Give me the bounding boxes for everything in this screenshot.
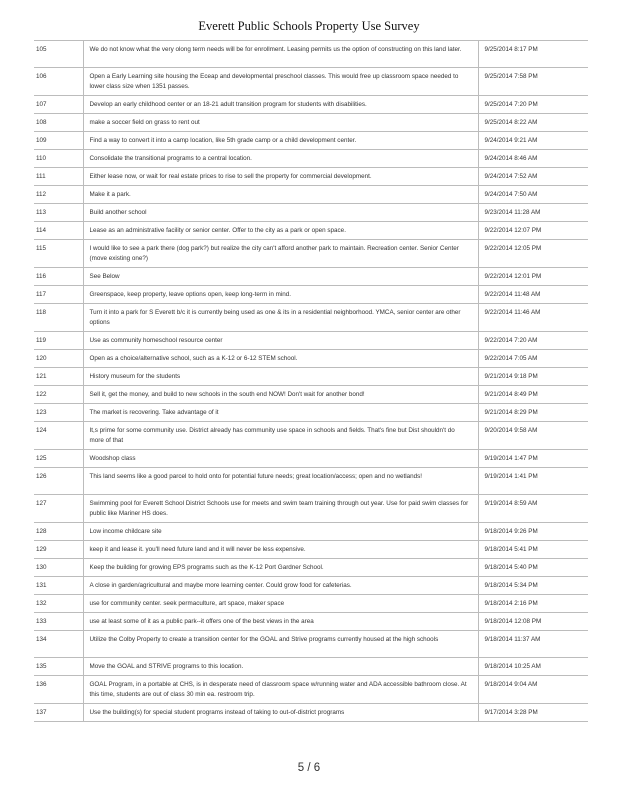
response-text: Use the building(s) for special student programs instead of taking to out-of-district programs bbox=[83, 704, 478, 722]
response-text: This land seems like a good parcel to hold onto for potential future needs; great location/access; open and no wetlands! bbox=[83, 468, 478, 495]
response-date: 9/22/2014 12:07 PM bbox=[478, 222, 588, 240]
response-date: 9/22/2014 12:01 PM bbox=[478, 268, 588, 286]
response-text: Use as community homeschool resource center bbox=[83, 332, 478, 350]
response-text: It,s prime for some community use. District already has community use space in schools and fields. That's fine but Dist shouldn't do more of that bbox=[83, 422, 478, 450]
table-row bbox=[34, 68, 588, 96]
responses-table bbox=[34, 40, 588, 722]
table-row bbox=[34, 450, 588, 468]
response-date: 9/18/2014 12:08 PM bbox=[478, 613, 588, 631]
response-date: 9/19/2014 1:41 PM bbox=[478, 468, 588, 495]
response-text: Build another school bbox=[83, 204, 478, 222]
table-row bbox=[34, 304, 588, 332]
response-text: Move the GOAL and STRIVE programs to this location. bbox=[83, 658, 478, 676]
table-row bbox=[34, 468, 588, 495]
response-text: A close in garden/agricultural and maybe more learning center. Could grow food for cafeterias. bbox=[83, 577, 478, 595]
response-date: 9/17/2014 3:28 PM bbox=[478, 704, 588, 722]
response-date: 9/25/2014 7:58 PM bbox=[478, 68, 588, 96]
response-text: keep it and lease it. you'll need future land and it will never be less expensive. bbox=[83, 541, 478, 559]
response-number: 111 bbox=[34, 168, 83, 186]
response-text: Turn it into a park for S Everett b/c it is currently being used as one & its in a residential neighborhood. YMCA, senior center are other options bbox=[83, 304, 478, 332]
response-text: Low income childcare site bbox=[83, 523, 478, 541]
table-row bbox=[34, 631, 588, 658]
response-date: 9/24/2014 9:21 AM bbox=[478, 132, 588, 150]
page-number: 5 / 6 bbox=[297, 762, 321, 774]
response-number: 127 bbox=[34, 495, 83, 523]
response-text: Open as a choice/alternative school, such as a K-12 or 6-12 STEM school. bbox=[83, 350, 478, 368]
response-number: 137 bbox=[34, 704, 83, 722]
response-number: 132 bbox=[34, 595, 83, 613]
response-date: 9/18/2014 2:16 PM bbox=[478, 595, 588, 613]
response-text: Woodshop class bbox=[83, 450, 478, 468]
response-date: 9/18/2014 10:25 AM bbox=[478, 658, 588, 676]
response-text: History museum for the students bbox=[83, 368, 478, 386]
response-number: 125 bbox=[34, 450, 83, 468]
response-number: 133 bbox=[34, 613, 83, 631]
response-text: Sell it, get the money, and build to new schools in the south end NOW! Don't wait for another bond! bbox=[83, 386, 478, 404]
response-number: 106 bbox=[34, 68, 83, 96]
table-row bbox=[34, 658, 588, 676]
response-date: 9/20/2014 9:58 AM bbox=[478, 422, 588, 450]
table-row bbox=[34, 404, 588, 422]
response-date: 9/22/2014 11:48 AM bbox=[478, 286, 588, 304]
response-date: 9/19/2014 8:59 AM bbox=[478, 495, 588, 523]
response-text: See Below bbox=[83, 268, 478, 286]
table-row bbox=[34, 368, 588, 386]
response-number: 130 bbox=[34, 559, 83, 577]
response-date: 9/24/2014 7:50 AM bbox=[478, 186, 588, 204]
table-row bbox=[34, 704, 588, 722]
response-number: 135 bbox=[34, 658, 83, 676]
response-date: 9/21/2014 8:29 PM bbox=[478, 404, 588, 422]
table-row bbox=[34, 268, 588, 286]
table-row bbox=[34, 150, 588, 168]
response-date: 9/23/2014 11:28 AM bbox=[478, 204, 588, 222]
response-text: We do not know what the very olong term needs will be for enrollment. Leasing permits us the option of constructing on this land later. bbox=[83, 41, 478, 68]
response-date: 9/22/2014 11:46 AM bbox=[478, 304, 588, 332]
table-row bbox=[34, 422, 588, 450]
response-date: 9/25/2014 8:17 PM bbox=[478, 41, 588, 68]
response-number: 119 bbox=[34, 332, 83, 350]
table-row bbox=[34, 240, 588, 268]
response-number: 128 bbox=[34, 523, 83, 541]
table-row bbox=[34, 204, 588, 222]
response-number: 112 bbox=[34, 186, 83, 204]
response-date: 9/22/2014 7:05 AM bbox=[478, 350, 588, 368]
table-row bbox=[34, 186, 588, 204]
response-number: 124 bbox=[34, 422, 83, 450]
response-date: 9/24/2014 8:46 AM bbox=[478, 150, 588, 168]
response-number: 105 bbox=[34, 41, 83, 68]
table-row bbox=[34, 676, 588, 704]
response-text: Make it a park. bbox=[83, 186, 478, 204]
response-text: GOAL Program, in a portable at CHS, is in desperate need of classroom space w/running water and ADA accessible bathroom close. At this time, students are out of class 30 min ea. restroom trip. bbox=[83, 676, 478, 704]
response-number: 115 bbox=[34, 240, 83, 268]
table-row bbox=[34, 495, 588, 523]
table-row bbox=[34, 222, 588, 240]
table-row bbox=[34, 559, 588, 577]
table-row bbox=[34, 168, 588, 186]
response-text: Greenspace, keep property, leave options open, keep long-term in mind. bbox=[83, 286, 478, 304]
table-row bbox=[34, 541, 588, 559]
response-text: Swimming pool for Everett School District Schools use for meets and swim team training through out year. Use for paid swim classes for public like Mariner HS does. bbox=[83, 495, 478, 523]
response-number: 134 bbox=[34, 631, 83, 658]
page-title: Everett Public Schools Property Use Survey bbox=[198, 19, 420, 33]
response-date: 9/22/2014 12:05 PM bbox=[478, 240, 588, 268]
table-row bbox=[34, 96, 588, 114]
response-number: 113 bbox=[34, 204, 83, 222]
table-row bbox=[34, 41, 588, 68]
response-number: 121 bbox=[34, 368, 83, 386]
response-number: 117 bbox=[34, 286, 83, 304]
table-row bbox=[34, 286, 588, 304]
response-text: The market is recovering. Take advantage of it bbox=[83, 404, 478, 422]
response-text: Either lease now, or wait for real estate prices to rise to sell the property for commercial development. bbox=[83, 168, 478, 186]
responses-table-container bbox=[34, 40, 588, 722]
response-number: 126 bbox=[34, 468, 83, 495]
response-date: 9/25/2014 8:22 AM bbox=[478, 114, 588, 132]
response-text: Open a Early Learning site housing the Eceap and developmental preschool classes. This would free up classroom space needed to lower class size when 1351 passes. bbox=[83, 68, 478, 96]
response-number: 123 bbox=[34, 404, 83, 422]
response-date: 9/18/2014 11:37 AM bbox=[478, 631, 588, 658]
response-number: 131 bbox=[34, 577, 83, 595]
response-number: 129 bbox=[34, 541, 83, 559]
response-text: use at least some of it as a public park--it offers one of the best views in the area bbox=[83, 613, 478, 631]
table-row bbox=[34, 523, 588, 541]
response-text: Lease as an administrative facility or senior center. Offer to the city as a park or open space. bbox=[83, 222, 478, 240]
response-date: 9/22/2014 7:20 AM bbox=[478, 332, 588, 350]
response-date: 9/18/2014 9:26 PM bbox=[478, 523, 588, 541]
response-date: 9/18/2014 5:40 PM bbox=[478, 559, 588, 577]
response-text: Find a way to convert it into a camp location, like 5th grade camp or a child development center. bbox=[83, 132, 478, 150]
response-text: Consolidate the transitional programs to a central location. bbox=[83, 150, 478, 168]
table-row bbox=[34, 132, 588, 150]
response-date: 9/21/2014 9:18 PM bbox=[478, 368, 588, 386]
response-number: 116 bbox=[34, 268, 83, 286]
table-row bbox=[34, 350, 588, 368]
response-date: 9/21/2014 8:49 PM bbox=[478, 386, 588, 404]
response-number: 108 bbox=[34, 114, 83, 132]
response-date: 9/18/2014 5:34 PM bbox=[478, 577, 588, 595]
response-number: 120 bbox=[34, 350, 83, 368]
table-row bbox=[34, 386, 588, 404]
table-row bbox=[34, 577, 588, 595]
response-number: 109 bbox=[34, 132, 83, 150]
response-date: 9/18/2014 5:41 PM bbox=[478, 541, 588, 559]
response-text: Develop an early childhood center or an 18-21 adult transition program for students with disabilities. bbox=[83, 96, 478, 114]
response-number: 118 bbox=[34, 304, 83, 332]
table-row bbox=[34, 613, 588, 631]
responses-table-body bbox=[34, 41, 588, 722]
table-row bbox=[34, 332, 588, 350]
table-row bbox=[34, 114, 588, 132]
response-date: 9/25/2014 7:20 PM bbox=[478, 96, 588, 114]
response-text: I would like to see a park there (dog park?) but realize the city can't afford another park to maintain. Recreation center. Senior Center (move existing one?) bbox=[83, 240, 478, 268]
response-number: 136 bbox=[34, 676, 83, 704]
response-number: 114 bbox=[34, 222, 83, 240]
table-row bbox=[34, 595, 588, 613]
response-text: make a soccer field on grass to rent out bbox=[83, 114, 478, 132]
response-date: 9/24/2014 7:52 AM bbox=[478, 168, 588, 186]
response-date: 9/19/2014 1:47 PM bbox=[478, 450, 588, 468]
response-text: use for community center. seek permaculture, art space, maker space bbox=[83, 595, 478, 613]
response-text: Utilize the Colby Property to create a transition center for the GOAL and Strive programs currently housed at the high schools bbox=[83, 631, 478, 658]
response-number: 122 bbox=[34, 386, 83, 404]
response-number: 107 bbox=[34, 96, 83, 114]
response-text: Keep the building for growing EPS programs such as the K-12 Port Gardner School. bbox=[83, 559, 478, 577]
response-number: 110 bbox=[34, 150, 83, 168]
response-date: 9/18/2014 9:04 AM bbox=[478, 676, 588, 704]
